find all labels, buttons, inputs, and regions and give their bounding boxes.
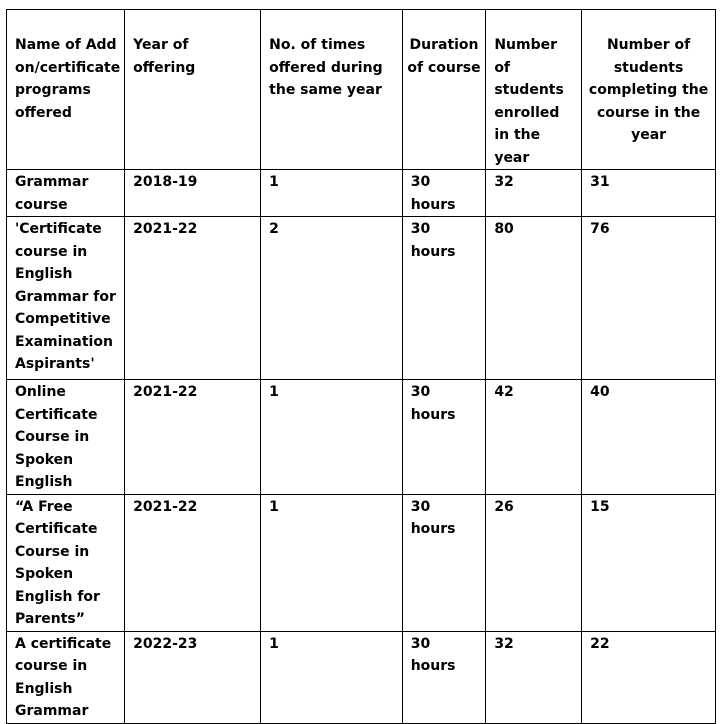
cell-enrolled: 26 [486, 494, 582, 631]
cell-enrolled: 32 [486, 631, 582, 723]
table-row [7, 217, 716, 380]
cell-enrolled: 42 [486, 380, 582, 495]
table-row [7, 380, 716, 495]
table-row [7, 631, 716, 723]
table-header-row [7, 10, 716, 170]
cell-duration: 30 hours [402, 170, 486, 217]
cell-program-name: 'Certificate course in English Grammar for Competitive Examination Aspirants' [7, 217, 125, 380]
cell-program-name: A certificate course in English Grammar [7, 631, 125, 723]
cell-times-offered: 1 [261, 631, 403, 723]
cell-program-name: “A Free Certificate Course in Spoken English for Parents” [7, 494, 125, 631]
certificate-programs-table [6, 9, 716, 724]
header-students-enrolled: Number of students enrolled in the year [486, 10, 582, 170]
cell-completed: 76 [582, 217, 716, 380]
cell-completed: 15 [582, 494, 716, 631]
header-program-name: Name of Add on/certificate programs offered [7, 10, 125, 170]
header-year-of-offering: Year of offering [125, 10, 261, 170]
cell-program-name: Online Certificate Course in Spoken English [7, 380, 125, 495]
cell-program-name: Grammar course [7, 170, 125, 217]
table-row [7, 170, 716, 217]
cell-year: 2022-23 [125, 631, 261, 723]
cell-completed: 31 [582, 170, 716, 217]
cell-enrolled: 80 [486, 217, 582, 380]
cell-duration: 30 hours [402, 380, 486, 495]
cell-completed: 22 [582, 631, 716, 723]
header-times-offered: No. of times offered during the same year [261, 10, 403, 170]
cell-year: 2021-22 [125, 217, 261, 380]
cell-year: 2021-22 [125, 380, 261, 495]
cell-duration: 30 hours [402, 631, 486, 723]
cell-completed: 40 [582, 380, 716, 495]
header-duration: Duration of course [402, 10, 486, 170]
cell-enrolled: 32 [486, 170, 582, 217]
table-row [7, 494, 716, 631]
cell-times-offered: 2 [261, 217, 403, 380]
cell-year: 2018-19 [125, 170, 261, 217]
cell-duration: 30 hours [402, 494, 486, 631]
cell-year: 2021-22 [125, 494, 261, 631]
cell-duration: 30 hours [402, 217, 486, 380]
cell-times-offered: 1 [261, 380, 403, 495]
cell-times-offered: 1 [261, 494, 403, 631]
cell-times-offered: 1 [261, 170, 403, 217]
header-students-completing: Number of students completing the course in the year [582, 10, 716, 170]
